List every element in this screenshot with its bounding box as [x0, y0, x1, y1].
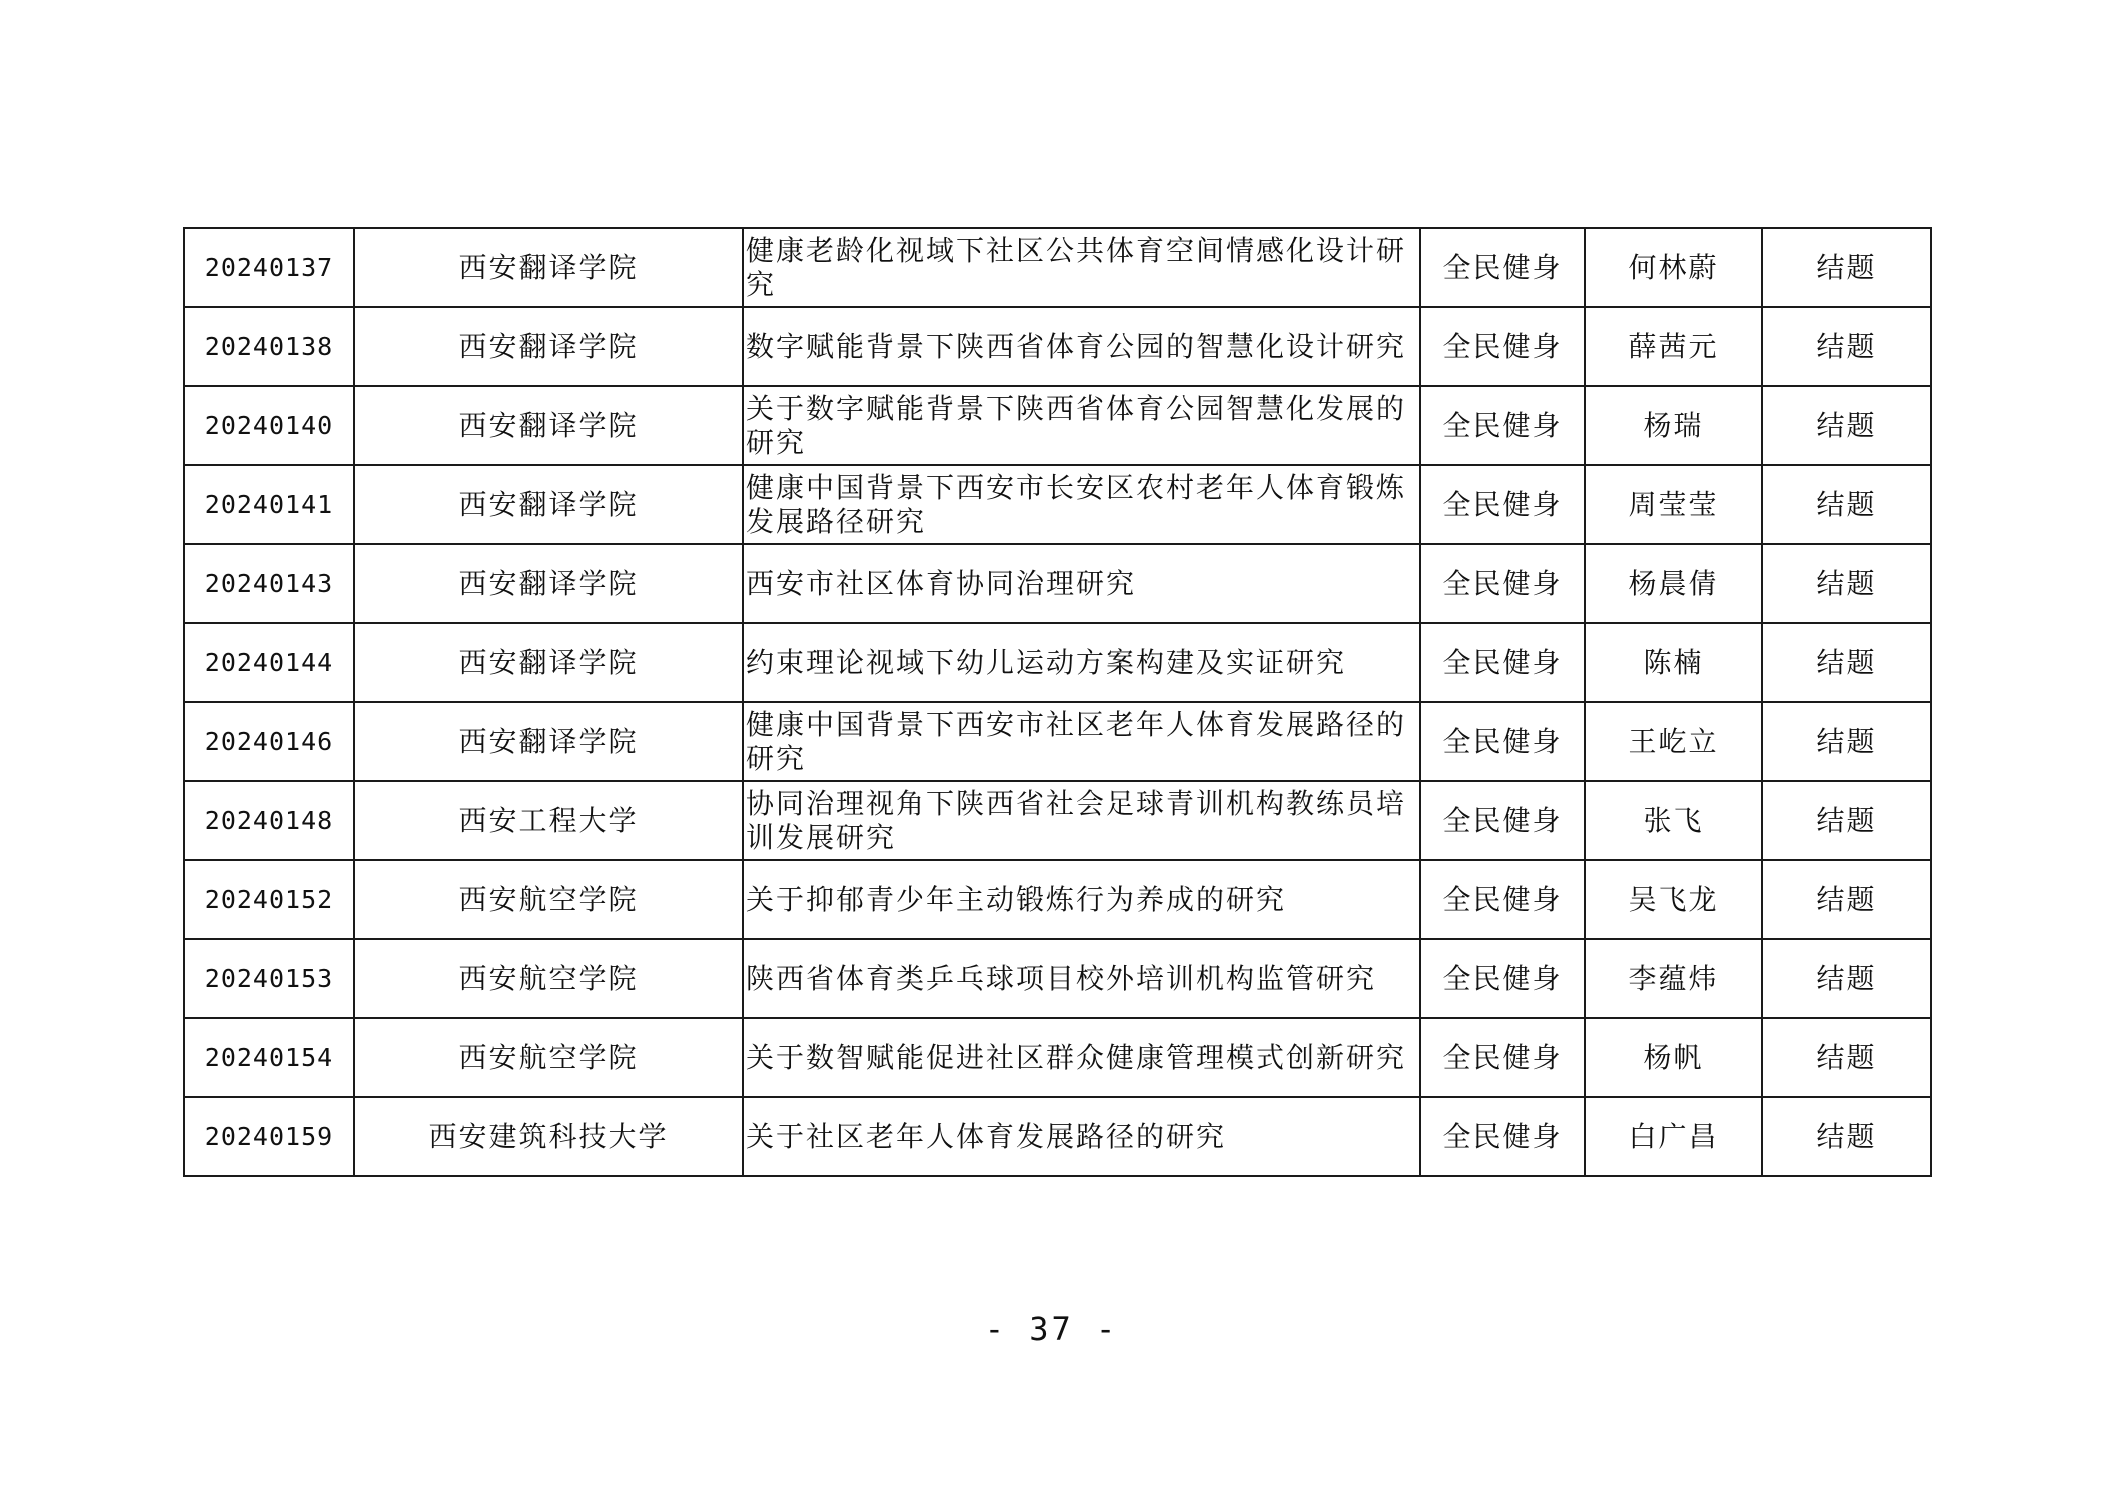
leader-cell: 周莹莹 — [1585, 465, 1762, 544]
category-cell: 全民健身 — [1420, 702, 1585, 781]
category-cell: 全民健身 — [1420, 1018, 1585, 1097]
project-code-cell: 20240146 — [184, 702, 354, 781]
school-cell: 西安工程大学 — [354, 781, 743, 860]
school-cell: 西安翻译学院 — [354, 307, 743, 386]
leader-cell: 杨帆 — [1585, 1018, 1762, 1097]
project-title-cell: 协同治理视角下陕西省社会足球青训机构教练员培训发展研究 — [743, 781, 1420, 860]
leader-cell: 李蕴炜 — [1585, 939, 1762, 1018]
table-row — [184, 228, 1931, 307]
table-body — [184, 228, 1931, 1176]
project-title-cell: 关于数智赋能促进社区群众健康管理模式创新研究 — [743, 1018, 1420, 1097]
status-cell: 结题 — [1762, 702, 1931, 781]
category-cell: 全民健身 — [1420, 939, 1585, 1018]
category-cell: 全民健身 — [1420, 781, 1585, 860]
school-cell: 西安航空学院 — [354, 860, 743, 939]
table-row — [184, 544, 1931, 623]
leader-cell: 杨晨倩 — [1585, 544, 1762, 623]
status-cell: 结题 — [1762, 307, 1931, 386]
table-row — [184, 465, 1931, 544]
table-row — [184, 939, 1931, 1018]
project-code-cell: 20240153 — [184, 939, 354, 1018]
table-row — [184, 623, 1931, 702]
status-cell: 结题 — [1762, 623, 1931, 702]
school-cell: 西安航空学院 — [354, 1018, 743, 1097]
leader-cell: 陈楠 — [1585, 623, 1762, 702]
project-code-cell: 20240138 — [184, 307, 354, 386]
project-title-cell: 西安市社区体育协同治理研究 — [743, 544, 1420, 623]
status-cell: 结题 — [1762, 939, 1931, 1018]
school-cell: 西安航空学院 — [354, 939, 743, 1018]
leader-cell: 杨瑞 — [1585, 386, 1762, 465]
leader-cell: 何林蔚 — [1585, 228, 1762, 307]
table-row — [184, 860, 1931, 939]
project-title-cell: 数字赋能背景下陕西省体育公园的智慧化设计研究 — [743, 307, 1420, 386]
project-code-cell: 20240159 — [184, 1097, 354, 1176]
project-title-cell: 关于数字赋能背景下陕西省体育公园智慧化发展的研究 — [743, 386, 1420, 465]
project-title-cell: 关于社区老年人体育发展路径的研究 — [743, 1097, 1420, 1176]
page-number: - 37 - — [984, 1310, 1119, 1348]
category-cell: 全民健身 — [1420, 228, 1585, 307]
leader-cell: 王屹立 — [1585, 702, 1762, 781]
school-cell: 西安翻译学院 — [354, 465, 743, 544]
status-cell: 结题 — [1762, 544, 1931, 623]
project-code-cell: 20240140 — [184, 386, 354, 465]
status-cell: 结题 — [1762, 386, 1931, 465]
category-cell: 全民健身 — [1420, 386, 1585, 465]
status-cell: 结题 — [1762, 465, 1931, 544]
project-code-cell: 20240143 — [184, 544, 354, 623]
project-table — [183, 227, 1932, 1177]
school-cell: 西安翻译学院 — [354, 544, 743, 623]
category-cell: 全民健身 — [1420, 1097, 1585, 1176]
project-code-cell: 20240154 — [184, 1018, 354, 1097]
table-row — [184, 307, 1931, 386]
leader-cell: 白广昌 — [1585, 1097, 1762, 1176]
project-title-cell: 健康老龄化视域下社区公共体育空间情感化设计研究 — [743, 228, 1420, 307]
project-title-cell: 健康中国背景下西安市长安区农村老年人体育锻炼发展路径研究 — [743, 465, 1420, 544]
project-title-cell: 健康中国背景下西安市社区老年人体育发展路径的研究 — [743, 702, 1420, 781]
status-cell: 结题 — [1762, 860, 1931, 939]
table-row — [184, 702, 1931, 781]
school-cell: 西安建筑科技大学 — [354, 1097, 743, 1176]
category-cell: 全民健身 — [1420, 623, 1585, 702]
project-code-cell: 20240144 — [184, 623, 354, 702]
project-title-cell: 约束理论视域下幼儿运动方案构建及实证研究 — [743, 623, 1420, 702]
school-cell: 西安翻译学院 — [354, 702, 743, 781]
school-cell: 西安翻译学院 — [354, 228, 743, 307]
table-row — [184, 386, 1931, 465]
project-code-cell: 20240137 — [184, 228, 354, 307]
status-cell: 结题 — [1762, 228, 1931, 307]
project-code-cell: 20240141 — [184, 465, 354, 544]
category-cell: 全民健身 — [1420, 860, 1585, 939]
school-cell: 西安翻译学院 — [354, 386, 743, 465]
status-cell: 结题 — [1762, 1097, 1931, 1176]
leader-cell: 吴飞龙 — [1585, 860, 1762, 939]
status-cell: 结题 — [1762, 781, 1931, 860]
category-cell: 全民健身 — [1420, 465, 1585, 544]
table-row — [184, 781, 1931, 860]
leader-cell: 薛茜元 — [1585, 307, 1762, 386]
leader-cell: 张飞 — [1585, 781, 1762, 860]
table-row — [184, 1018, 1931, 1097]
category-cell: 全民健身 — [1420, 307, 1585, 386]
project-title-cell: 关于抑郁青少年主动锻炼行为养成的研究 — [743, 860, 1420, 939]
project-code-cell: 20240152 — [184, 860, 354, 939]
category-cell: 全民健身 — [1420, 544, 1585, 623]
status-cell: 结题 — [1762, 1018, 1931, 1097]
school-cell: 西安翻译学院 — [354, 623, 743, 702]
table-row — [184, 1097, 1931, 1176]
project-code-cell: 20240148 — [184, 781, 354, 860]
project-title-cell: 陕西省体育类乒乓球项目校外培训机构监管研究 — [743, 939, 1420, 1018]
